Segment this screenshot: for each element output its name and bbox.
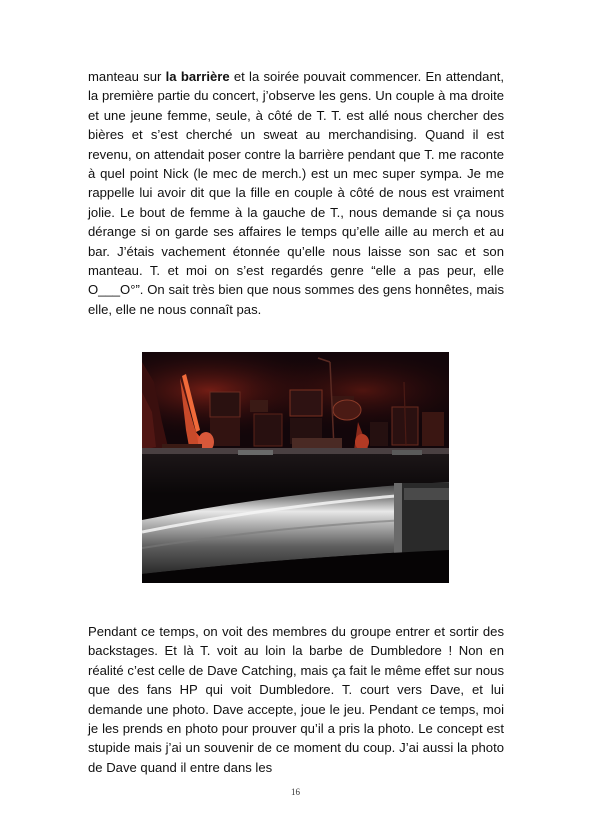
paragraph-top: [88, 67, 504, 319]
paragraph-bottom: Pendant ce temps, on voit des membres du groupe entrer et sortir des backstages. Et là T. voit au loin la barbe de Dumbledore ! Non en réalité c’est celle de Dave Catching, mais ça fait le même effet sur nous que des fans HP qui voit Dumbledore. T. court vers Dave, et lui demande une photo. Dave accepte, joue le jeu. Pendant ce temps, moi je les prends en photo pour prouver qu’il a pris la photo. Le concept est stupide mais j’ai un souvenir de ce moment du coup. J’ai aussi la photo de Dave quand il entre dans les: [88, 624, 504, 775]
paragraph-top-start: manteau sur: [88, 69, 166, 84]
concert-stage-photo: [142, 352, 449, 583]
paragraph-top-rest: et la soirée pouvait commencer. En attendant, la première partie du concert, j’observe les gens. Un couple à ma droite et une jeune femme, seule, à côté de T. T. est allé nous chercher des bières et s’est cherché un sweat au merchandising. Quand il est revenu, on attendait poser contre la barrière pendant que T. me raconte à quel point Nick (le mec de merch.) est un mec super sympa. Je me rappelle lui avoir dit que la fille en couple à côté de nous est vraiment jolie. Le bout de femme à la gauche de T., nous demande si ça nous dérange si on garde ses affaires le temps qu’elle aille au merch et au bar. J’étais vachement étonnée qu’elle nous laisse son sac et son manteau. T. et moi on s’est regardés genre “elle a pas peur, elle O___O°”. On sait très bien que nous sommes des gens honnêtes, mais elle, elle ne nous connaît pas.: [88, 69, 504, 317]
page-number: 16: [291, 787, 300, 797]
stage-photo-illustration: [142, 352, 449, 583]
bold-phrase: la barrière: [165, 69, 230, 84]
